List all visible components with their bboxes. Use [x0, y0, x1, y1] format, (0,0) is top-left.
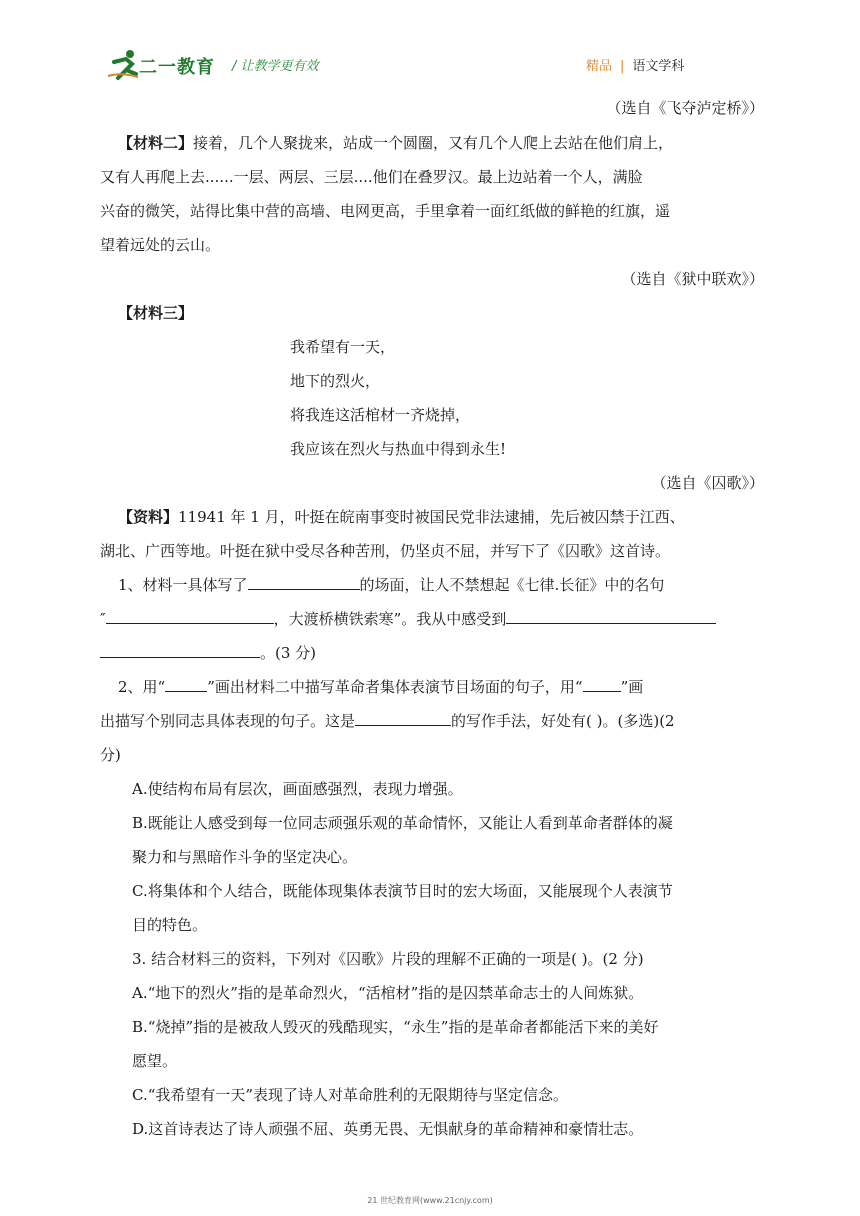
blank-field[interactable]	[248, 575, 360, 590]
runner-logo-icon	[106, 48, 140, 80]
q3-option-b-line-1: B.“烧掉”指的是被敌人毁灭的残酷现实，“永生”指的是革命者都能活下来的美好	[132, 1018, 659, 1036]
question-3-stem: 3. 结合材料三的资料，下列对《囚歌》片段的理解不正确的一项是( )。(2 分)	[132, 950, 644, 968]
info-line-2: 湖北、广西等地。叶挺在狱中受尽各种苦刑，仍坚贞不屈，并写下了《囚歌》这首诗。	[100, 542, 671, 560]
question-1-line-2: ″ ，大渡桥横铁索寒”。我从中感受到	[100, 608, 716, 629]
slogan: / 让教学更有效	[232, 59, 319, 74]
material-2-line-3: 兴奋的微笑，站得比集中营的高墙、电网更高，手里拿着一面红纸做的鲜艳的红旗，遥	[100, 202, 671, 220]
blank-field[interactable]	[106, 609, 274, 624]
info-line-1: 【资料】11941 年 1 月，叶挺在皖南事变时被国民党非法逮捕，先后被囚禁于江西、	[118, 508, 685, 526]
header-subject	[586, 55, 684, 74]
logo-text: 二一教育	[139, 57, 215, 78]
poem-line-2: 地下的烈火，	[290, 372, 381, 390]
q2-option-b-line-2: 聚力和与黑暗作斗争的坚定决心。	[132, 848, 358, 866]
blank-field[interactable]	[355, 711, 451, 726]
q2-option-c-line-2: 目的特色。	[132, 916, 208, 934]
source-2: （选自《狱中联欢》）	[621, 270, 764, 288]
header-separator: |	[620, 59, 625, 74]
source-1: （选自《飞夺泸定桥》）	[606, 99, 764, 117]
blank-field[interactable]	[165, 677, 207, 692]
poem-line-4: 我应该在烈火与热血中得到永生!	[290, 440, 507, 458]
page-footer: 21 世纪教育网(www.21cnjy.com)	[367, 1196, 493, 1205]
quality-tag: 精品	[586, 59, 613, 74]
material-2-line-4: 望着远处的云山。	[100, 236, 221, 254]
source-3: （选自《囚歌》）	[651, 474, 764, 492]
logo	[106, 48, 231, 82]
question-1-line-3: 。(3 分)	[100, 642, 316, 663]
q3-option-c: C.“我希望有一天”表现了诗人对革命胜利的无限期待与坚定信念。	[132, 1086, 569, 1104]
poem-line-1: 我希望有一天，	[290, 338, 396, 356]
q3-option-d: D.这首诗表达了诗人顽强不屈、英勇无畏、无惧献身的革命精神和豪情壮志。	[132, 1120, 644, 1138]
q3-option-b-line-2: 愿望。	[132, 1052, 178, 1070]
material-3-label: 【材料三】	[118, 304, 194, 322]
material-2-line-1: 【材料二】接着，几个人聚拢来，站成一个圆圈，又有几个人爬上去站在他们肩上，	[118, 134, 674, 152]
page-header	[0, 0, 860, 92]
question-1-line-1: 1、材料一具体写了 的场面，让人不禁想起《七律.长征》中的名句	[118, 576, 665, 594]
poem-line-3: 将我连这活棺材一齐烧掉，	[290, 406, 471, 424]
question-2-line-1: 2、用“ ”画出材料二中描写革命者集体表演节目场面的句子，用“ ”画	[118, 678, 644, 696]
question-2-line-3: 分)	[100, 746, 121, 764]
material-2-line-2: 又有人再爬上去......一层、两层、三层....他们在叠罗汉。最上边站着一个人，满脸	[100, 168, 643, 186]
blank-field[interactable]	[583, 677, 621, 692]
blank-field[interactable]	[506, 609, 716, 624]
subject-label: 语文学科	[632, 59, 685, 74]
q3-option-a: A.“地下的烈火”指的是革命烈火，“活棺材”指的是囚禁革命志士的人间炼狱。	[132, 984, 644, 1002]
blank-field[interactable]	[100, 643, 260, 658]
question-2-line-2: 出描写个别同志具体表现的句子。这是 的写作手法，好处有( )。(多选)(2	[100, 712, 675, 730]
q2-option-a: A.使结构布局有层次，画面感强烈，表现力增强。	[132, 780, 463, 798]
q2-option-c-line-1: C.将集体和个人结合，既能体现集体表演节目时的宏大场面，又能展现个人表演节	[132, 882, 673, 900]
q2-option-b-line-1: B.既能让人感受到每一位同志顽强乐观的革命情怀，又能让人看到革命者群体的凝	[132, 814, 673, 832]
